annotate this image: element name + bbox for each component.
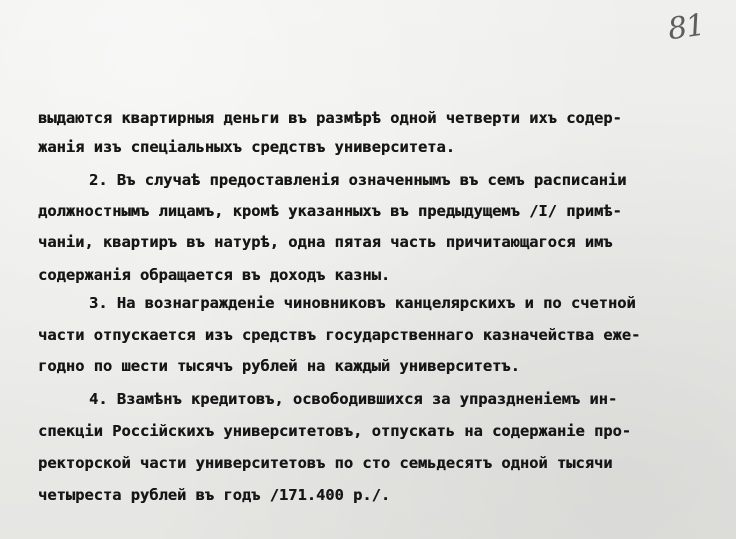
text-line-8: части отпускается изъ средствъ государственнаго казначейства еже- (38, 326, 641, 344)
text-line-1: выдаются квартирныя деньги въ размѣрѣ одной четверти ихъ содер- (38, 109, 622, 127)
text-line-10: 4. Взамѣнъ кредитовъ, освободившихся за упраздненіемъ ин- (89, 390, 618, 408)
text-line-2: жанія изъ спеціальныхъ средствъ университета. (38, 138, 455, 156)
text-line-11: спекціи Россійскихъ университетовъ, отпускать на содержаніе про- (38, 422, 632, 440)
text-line-5: чаніи, квартиръ въ натурѣ, одна пятая часть причитающагося имъ (38, 233, 613, 251)
text-line-7: 3. На вознагражденіе чиновниковъ канцелярскихъ и по счетной (89, 294, 636, 312)
text-line-13: четыреста рублей въ годъ /171.400 р./. (38, 486, 391, 504)
text-line-3: 2. Въ случаѣ предоставленія означеннымъ въ семъ расписаніи (89, 171, 627, 189)
folio-number: 81 (665, 7, 707, 48)
text-line-6: содержанія обращается въ доходъ казны. (38, 266, 391, 284)
text-line-9: годно по шести тысячъ рублей на каждый университетъ. (38, 357, 520, 375)
text-line-12: ректорской части университетовъ по сто семьдесятъ одной тысячи (38, 454, 613, 472)
text-line-4: должностнымъ лицамъ, кромѣ указанныхъ въ предыдущемъ /I/ примѣ- (38, 202, 622, 220)
